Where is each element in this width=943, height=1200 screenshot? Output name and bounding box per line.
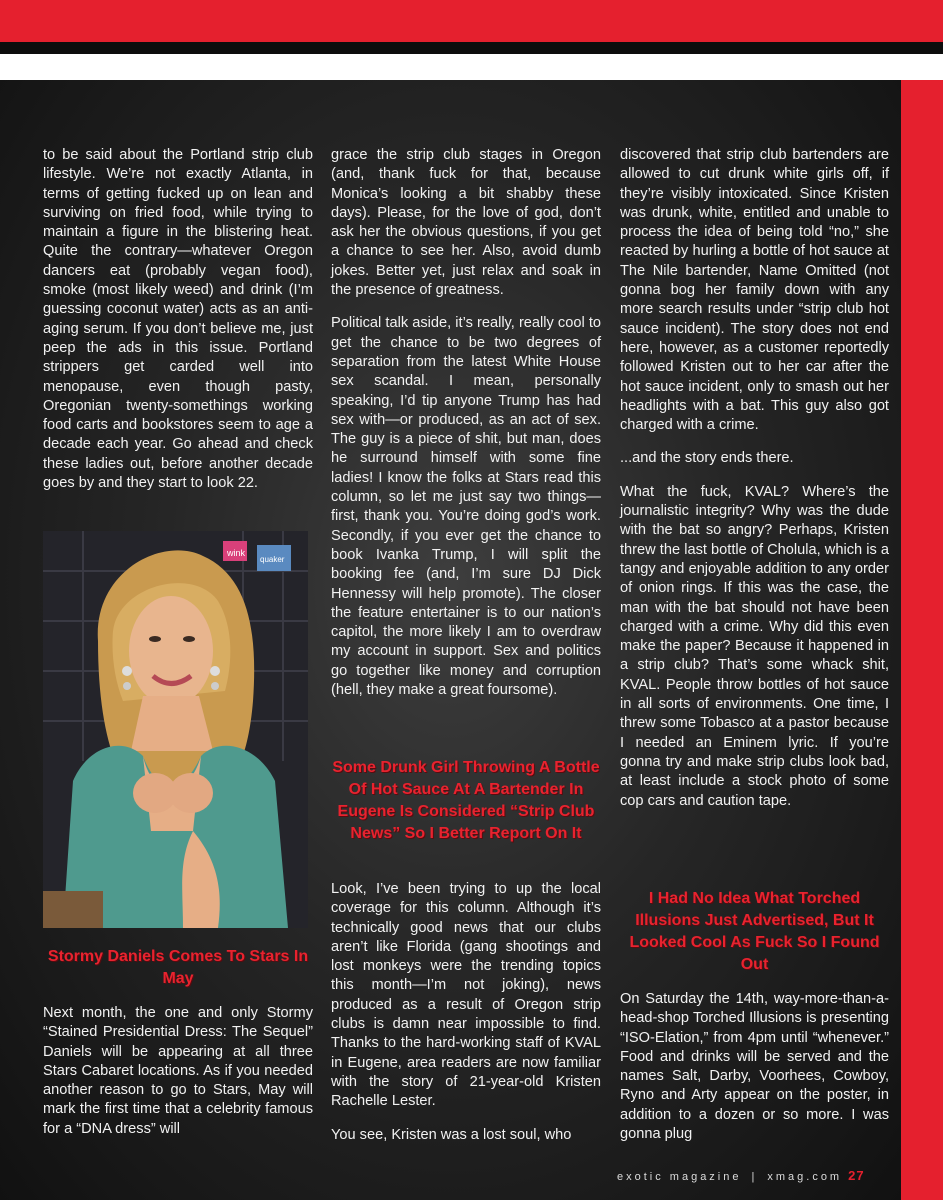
column-1 bbox=[43, 146, 313, 507]
column-2 bbox=[331, 146, 601, 714]
column-3 bbox=[620, 146, 889, 825]
heading-hot-sauce bbox=[331, 757, 601, 845]
col1-paragraph-2: Next month, the one and only Stormy “Stained Presidential Dress: The Sequel” Daniels will be appearing at all three Stars Cabaret locations. As if you needed another reason to go to Stars, May will mark the first time that a celebrity famous for a “DNA dress” will bbox=[43, 1005, 313, 1137]
col2-paragraph-1: grace the strip club stages in Oregon (and, thank fuck for that, because Monica’s looking a bit shabby these days). Please, for the love of god, don’t ask her the obvious questions, if you get a chance to see her. Also, avoid dumb jokes. Better yet, just relax and soak in the presence of greatness. bbox=[331, 147, 601, 299]
column-2-bottom bbox=[331, 880, 601, 1159]
footer-separator: | bbox=[751, 1171, 758, 1183]
col3-paragraph-1: discovered that strip club bartenders are allowed to cut drunk white girls off, if they’re visibly intoxicated. Since Kristen was drunk, white, entitled and unable to process the idea of being told “no,” she reacted by hurling a bottle of hot sauce at The Nile bartender, Name Omitted (not gonna bog her family down with any more search results under “strip club hot sauce incident). The story does not end here, however, as a customer reportedly followed Kristen out to her car after the hot sauce incident, only to smash out her headlights with a bat. This guy also got charged with a crime. bbox=[620, 147, 889, 434]
col3-paragraph-4: On Saturday the 14th, way-more-than-a-head-shop Torched Illusions is presenting “ISO-Elation,” from 4pm until “whenever.” Food and drinks will be served and the names Salt, Darby, Voorhees, Cowboy, Ryno and Arty appear on the poster, in addition to a dozen or so more. I was gonna plug bbox=[620, 991, 889, 1143]
col2-paragraph-4: You see, Kristen was a lost soul, who bbox=[331, 1126, 572, 1143]
photo-sign-1: wink bbox=[227, 548, 246, 558]
col3-paragraph-2: ...and the story ends there. bbox=[620, 450, 794, 467]
footer-site-url: xmag.com bbox=[767, 1171, 843, 1183]
heading-stormy-daniels bbox=[43, 946, 313, 990]
header-white-band bbox=[0, 54, 943, 80]
heading-stormy-daniels-text: Stormy Daniels Comes To Stars In May bbox=[47, 948, 309, 987]
col2-paragraph-2: Political talk aside, it’s really, really cool to get the chance to be two degrees of separation from the latest White House sex scandal. I mean, personally speaking, I’d tip anyone Trump has had sex with—or produced, as an act of sex. The guy is a piece of shit, but man, does he surround himself with some fine ladies! I know the folks at Stars read this column, so let me just say two things—first, thank you. You’re doing god’s work. Secondly, if you ever get the chance to book Ivanka Trump, I will split the booking fee (and, I’m sure DJ Dick Hennessy will help promote). The closer the feature entertainer is to our nation’s capitol, the more likely I am to overdraw my account in support. Sex and politics go together like money and corruption (hell, they make a great foursome). bbox=[331, 315, 601, 699]
heading-torched-illusions-text: I Had No Idea What Torched Illusions Just Advertised, But It Looked Cool As Fuck So I Found Out bbox=[629, 890, 880, 973]
header-red-band bbox=[0, 0, 943, 42]
photo-sign-2: quaker bbox=[260, 555, 285, 564]
col3-paragraph-3: What the fuck, KVAL? Where’s the journalistic integrity? Why was the dude with the bat so angry? Perhaps, Kristen threw the last bottle of Cholula, which is a tangy and enjoyable addition to any order of onion rings. If this was the case, the man with the bat should not have been charged with a crime. Why did this even make the paper? Because it happened in a strip club? That’s some whack shit, KVAL. People throw bottles of hot sauce in all sorts of environments. One time, I threw some Tobasco at a pastor because I needed an Eminem lyric. If you’re gonna try and make strip clubs look bad, at least include a stock photo of some cop cars and caution tape. bbox=[620, 483, 889, 809]
page-footer bbox=[617, 1168, 899, 1183]
photo-illustration bbox=[43, 531, 308, 928]
heading-hot-sauce-text: Some Drunk Girl Throwing A Bottle Of Hot Sauce At A Bartender In Eugene Is Considered “Strip Club News” So I Better Report On It bbox=[332, 759, 600, 842]
page-number: 27 bbox=[848, 1168, 865, 1183]
header-black-band bbox=[0, 42, 943, 54]
stormy-daniels-photo bbox=[43, 531, 308, 928]
col1-paragraph-1: to be said about the Portland strip club lifestyle. We’re not exactly Atlanta, in terms of getting fucked up on lean and surviving on fried food, while trying to maintain a figure in the blistering heat. Quite the contrary—whatever Oregon dancers eat (probably vegan food), smoke (most likely weed) and drink (I’m guessing coconut water) acts as an anti-aging serum. If you don’t believe me, just peep the ads in this issue. Portland strippers get carded well into menopause, even though pasty, Oregonian twenty-somethings working food carts and bookstores seem to age a decade each year. Go ahead and check these ladies out, before another decade goes by and they start to look 22. bbox=[43, 147, 313, 492]
footer-magazine-name: exotic magazine bbox=[617, 1171, 742, 1183]
heading-torched-illusions bbox=[620, 888, 889, 976]
side-red-bar bbox=[901, 80, 943, 1200]
col2-paragraph-3: Look, I’ve been trying to up the local coverage for this column. Although it’s technically good news that our clubs aren’t like Florida (gang shootings and lost monkeys were the trending topics this month—I’m not joking), news produced as a result of Oregon strip clubs is damn near impossible to find. Thanks to the hard-working staff of KVAL in Eugene, area readers are now familiar with the story of 21-year-old Kristen Rachelle Lester. bbox=[331, 881, 601, 1110]
